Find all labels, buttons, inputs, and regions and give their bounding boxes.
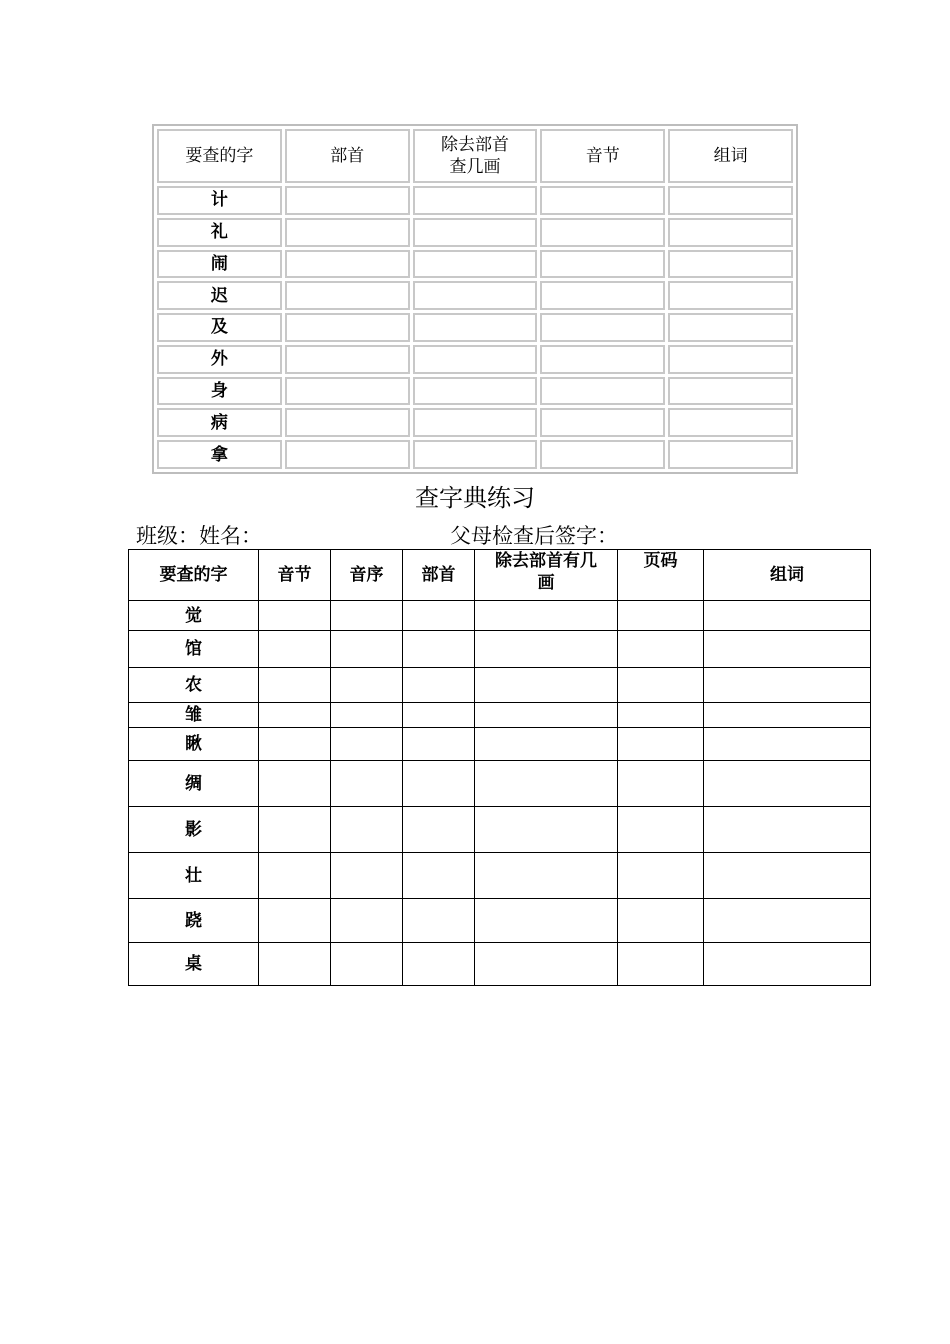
strokes-cell[interactable] xyxy=(413,440,538,469)
initial-cell[interactable] xyxy=(331,943,403,986)
lookup-table-2 xyxy=(128,549,871,986)
radical-cell[interactable] xyxy=(403,899,475,943)
lookup-character: 计 xyxy=(157,186,282,215)
lookup-character: 桌 xyxy=(129,943,259,986)
radical-cell[interactable] xyxy=(403,631,475,668)
pinyin-cell[interactable] xyxy=(259,631,331,668)
initial-cell[interactable] xyxy=(331,807,403,853)
radical-cell[interactable] xyxy=(403,668,475,703)
strokes-cell[interactable] xyxy=(475,853,618,899)
header-initial-letter: 音序 xyxy=(331,550,403,601)
radical-cell[interactable] xyxy=(403,853,475,899)
table-row xyxy=(129,761,871,807)
table-row xyxy=(157,408,793,437)
word-cell[interactable] xyxy=(668,377,793,406)
pinyin-cell[interactable] xyxy=(540,313,665,342)
word-cell[interactable] xyxy=(704,728,871,761)
radical-cell[interactable] xyxy=(285,218,410,247)
radical-cell[interactable] xyxy=(403,807,475,853)
header-strokes-excluding-radical: 除去部首 查几画 xyxy=(413,129,538,183)
radical-cell[interactable] xyxy=(403,761,475,807)
word-cell[interactable] xyxy=(668,218,793,247)
lookup-character: 礼 xyxy=(157,218,282,247)
radical-cell[interactable] xyxy=(285,250,410,279)
initial-cell[interactable] xyxy=(331,899,403,943)
table-row xyxy=(157,440,793,469)
table-row xyxy=(129,668,871,703)
lookup-table-1 xyxy=(152,124,798,474)
word-cell[interactable] xyxy=(668,408,793,437)
strokes-cell[interactable] xyxy=(475,631,618,668)
pinyin-cell[interactable] xyxy=(259,601,331,631)
table-row xyxy=(157,313,793,342)
table-row xyxy=(157,186,793,215)
table-row xyxy=(157,281,793,310)
pinyin-cell[interactable] xyxy=(540,345,665,374)
strokes-cell[interactable] xyxy=(413,218,538,247)
page-cell[interactable] xyxy=(618,601,704,631)
header-character: 要查的字 xyxy=(129,550,259,601)
header-pinyin: 音节 xyxy=(540,129,665,183)
pinyin-cell[interactable] xyxy=(259,761,331,807)
page-cell[interactable] xyxy=(618,899,704,943)
header-strokes-excluding-radical: 除去部首有几 画 xyxy=(475,550,618,601)
header-radical: 部首 xyxy=(285,129,410,183)
page-cell[interactable] xyxy=(618,761,704,807)
word-cell[interactable] xyxy=(668,186,793,215)
pinyin-cell[interactable] xyxy=(259,807,331,853)
lookup-character: 雏 xyxy=(129,703,259,728)
pinyin-cell[interactable] xyxy=(540,377,665,406)
lookup-character: 壮 xyxy=(129,853,259,899)
strokes-cell[interactable] xyxy=(413,281,538,310)
pinyin-cell[interactable] xyxy=(540,250,665,279)
table-row xyxy=(129,853,871,899)
strokes-cell[interactable] xyxy=(413,313,538,342)
page-cell[interactable] xyxy=(618,853,704,899)
word-cell[interactable] xyxy=(668,250,793,279)
header-word-formation: 组词 xyxy=(704,550,871,601)
word-cell[interactable] xyxy=(704,899,871,943)
strokes-cell[interactable] xyxy=(413,250,538,279)
strokes-cell[interactable] xyxy=(475,668,618,703)
initial-cell[interactable] xyxy=(331,761,403,807)
parent-signature-label: 父母检查后签字： xyxy=(450,524,618,548)
radical-cell[interactable] xyxy=(285,408,410,437)
pinyin-cell[interactable] xyxy=(259,899,331,943)
header-pinyin: 音节 xyxy=(259,550,331,601)
header-character: 要查的字 xyxy=(157,129,282,183)
pinyin-cell[interactable] xyxy=(540,186,665,215)
strokes-cell[interactable] xyxy=(413,186,538,215)
radical-cell[interactable] xyxy=(403,728,475,761)
table-row xyxy=(157,345,793,374)
header-word-formation: 组词 xyxy=(668,129,793,183)
pinyin-cell[interactable] xyxy=(259,853,331,899)
pinyin-cell[interactable] xyxy=(540,408,665,437)
lookup-character: 觉 xyxy=(129,601,259,631)
page-cell[interactable] xyxy=(618,728,704,761)
initial-cell[interactable] xyxy=(331,703,403,728)
worksheet-title: 查字典练习 xyxy=(415,484,535,512)
initial-cell[interactable] xyxy=(331,728,403,761)
page-cell[interactable] xyxy=(618,703,704,728)
initial-cell[interactable] xyxy=(331,853,403,899)
table-row xyxy=(129,943,871,986)
lookup-character: 拿 xyxy=(157,440,282,469)
strokes-cell[interactable] xyxy=(413,345,538,374)
word-cell[interactable] xyxy=(668,345,793,374)
lookup-character: 闹 xyxy=(157,250,282,279)
lookup-character: 身 xyxy=(157,377,282,406)
radical-cell[interactable] xyxy=(403,943,475,986)
table-row xyxy=(157,218,793,247)
table-row xyxy=(157,250,793,279)
lookup-character: 迟 xyxy=(157,281,282,310)
word-cell[interactable] xyxy=(704,703,871,728)
radical-cell[interactable] xyxy=(285,440,410,469)
lookup-table-1-grid xyxy=(154,126,796,472)
page-cell[interactable] xyxy=(618,943,704,986)
class-name-label: 班级：姓名： xyxy=(136,524,262,548)
word-cell[interactable] xyxy=(704,853,871,899)
pinyin-cell[interactable] xyxy=(540,440,665,469)
word-cell[interactable] xyxy=(704,668,871,703)
radical-cell[interactable] xyxy=(285,281,410,310)
radical-cell[interactable] xyxy=(285,345,410,374)
strokes-cell[interactable] xyxy=(475,899,618,943)
lookup-character: 及 xyxy=(157,313,282,342)
pinyin-cell[interactable] xyxy=(259,668,331,703)
header-radical: 部首 xyxy=(403,550,475,601)
lookup-character: 馆 xyxy=(129,631,259,668)
pinyin-cell[interactable] xyxy=(540,218,665,247)
table-row xyxy=(129,728,871,761)
radical-cell[interactable] xyxy=(285,313,410,342)
pinyin-cell[interactable] xyxy=(540,281,665,310)
strokes-cell[interactable] xyxy=(413,408,538,437)
table-row xyxy=(129,807,871,853)
lookup-character: 跷 xyxy=(129,899,259,943)
initial-cell[interactable] xyxy=(331,601,403,631)
pinyin-cell[interactable] xyxy=(259,728,331,761)
strokes-cell[interactable] xyxy=(475,943,618,986)
word-cell[interactable] xyxy=(668,440,793,469)
word-cell[interactable] xyxy=(668,281,793,310)
lookup-character: 外 xyxy=(157,345,282,374)
strokes-cell[interactable] xyxy=(475,807,618,853)
pinyin-cell[interactable] xyxy=(259,943,331,986)
lookup-character: 影 xyxy=(129,807,259,853)
table-header-row xyxy=(157,129,793,183)
page-cell[interactable] xyxy=(618,668,704,703)
radical-cell[interactable] xyxy=(285,186,410,215)
lookup-character: 病 xyxy=(157,408,282,437)
table-row xyxy=(157,377,793,406)
page-cell[interactable] xyxy=(618,807,704,853)
pinyin-cell[interactable] xyxy=(259,703,331,728)
radical-cell[interactable] xyxy=(403,703,475,728)
word-cell[interactable] xyxy=(668,313,793,342)
word-cell[interactable] xyxy=(704,761,871,807)
word-cell[interactable] xyxy=(704,631,871,668)
table-header-row xyxy=(129,550,871,601)
table-row xyxy=(129,601,871,631)
lookup-character: 农 xyxy=(129,668,259,703)
word-cell[interactable] xyxy=(704,807,871,853)
word-cell[interactable] xyxy=(704,601,871,631)
table-row xyxy=(129,703,871,728)
lookup-character: 绸 xyxy=(129,761,259,807)
strokes-cell[interactable] xyxy=(475,601,618,631)
word-cell[interactable] xyxy=(704,943,871,986)
header-page-number: 页码 xyxy=(618,550,704,601)
page-cell[interactable] xyxy=(618,631,704,668)
radical-cell[interactable] xyxy=(403,601,475,631)
initial-cell[interactable] xyxy=(331,668,403,703)
initial-cell[interactable] xyxy=(331,631,403,668)
strokes-cell[interactable] xyxy=(413,377,538,406)
strokes-cell[interactable] xyxy=(475,761,618,807)
table-row xyxy=(129,899,871,943)
radical-cell[interactable] xyxy=(285,377,410,406)
lookup-character: 瞅 xyxy=(129,728,259,761)
strokes-cell[interactable] xyxy=(475,703,618,728)
strokes-cell[interactable] xyxy=(475,728,618,761)
table-row xyxy=(129,631,871,668)
